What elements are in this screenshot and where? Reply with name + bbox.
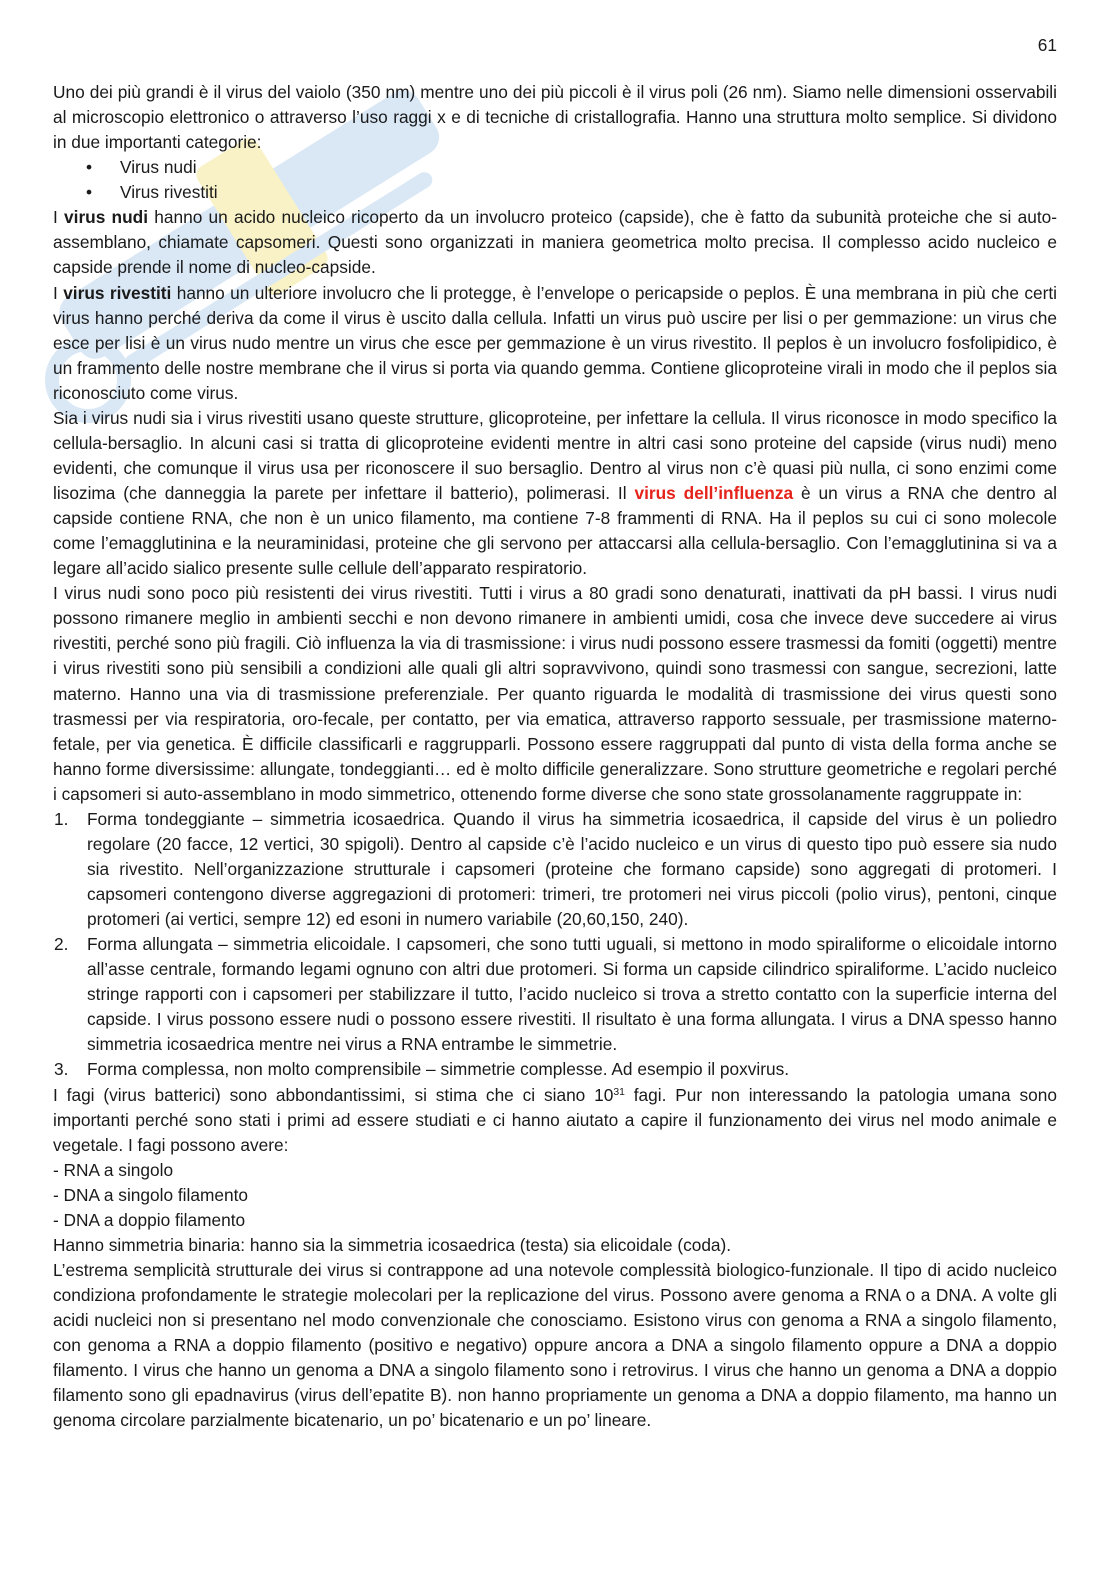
paragraph-text: hanno un acido nucleico ricoperto da un involucro proteico (capside), che è fatto da subunità proteiche che si auto-assemblano, chiamate capsomeri. Questi sono organizzati in maniera geometrica molto precisa. Il complesso acido nucleico e capside prende il nome di nucleo-capside. <box>53 207 1057 278</box>
list-item <box>53 155 1057 180</box>
document-body <box>53 80 1057 1433</box>
list-item <box>53 180 1057 205</box>
category-label: Virus nudi <box>120 157 197 178</box>
list-item-text: Forma allungata – simmetria elicoidale. I capsomeri, che sono tutti uguali, si mettono in modo spiraliforme o elicoidale intorno all’asse centrale, formando legami ognuno con altri due protomeri. Si forma un capside cilindrico spiraliforme. L’acido nucleico stringe rapporti con i capsomeri per stabilizzare il tutto, l’acido nucleico si trova a stretto contatto con la superficie interna del capside. I virus possono essere nudi o possono essere rivestiti. Il risultato è una forma allungata. I virus a DNA spesso hanno simmetria icosaedrica mentre nei virus a RNA entrambe le simmetrie. <box>87 934 1057 1055</box>
list-item: - RNA a singolo <box>53 1159 174 1180</box>
list-item <box>53 932 1057 1057</box>
bullet-icon: • <box>86 182 93 203</box>
list-number: 3. <box>54 1059 69 1080</box>
paragraph-lead: I <box>53 207 65 228</box>
paragraph-virus-rivestiti <box>53 281 1057 406</box>
list-number: 2. <box>54 934 69 955</box>
list-item: - DNA a doppio filamento <box>53 1209 246 1230</box>
category-list <box>53 155 1057 205</box>
term-virus-influenza: virus dell’influenza <box>634 483 794 503</box>
list-item <box>53 1057 1057 1082</box>
term-virus-rivestiti: virus rivestiti <box>63 282 172 303</box>
paragraph-text: I fagi (virus batterici) sono abbondantissimi, si stima che ci siano 10 <box>53 1084 614 1105</box>
exponent: 31 <box>613 1086 625 1098</box>
term-virus-nudi: virus nudi <box>64 207 149 228</box>
paragraph-simmetria: Hanno simmetria binaria: hanno sia la simmetria icosaedrica (testa) sia elicoidale (coda). <box>53 1234 732 1255</box>
paragraph-genoma: L’estrema semplicità strutturale dei virus si contrappone ad una notevole complessità biologico-funzionale. Il tipo di acido nucleico condiziona profondamente le strategie molecolari per la replicazione del virus. Possono avere genoma a RNA o a DNA. A volte gli acidi nucleici non si presentano nel modo convenzionale che conosciamo. Esistono virus con genoma a RNA a singolo filamento, con genoma a RNA a doppio filamento (positivo e negativo) oppure ancora a DNA a singolo filamento oppure a DNA a doppio filamento. I virus che hanno un genoma a DNA a singolo filamento sono i retrovirus. I virus che hanno un genoma a DNA a doppio filamento sono gli epadnavirus (virus dell’epatite B). non hanno propriamente un genoma a DNA a doppio filamento, ma hanno un genoma circolare parzialmente bicatenario, un po’ bicatenario e un po’ lineare. <box>53 1259 1057 1431</box>
paragraph-virus-nudi <box>53 205 1057 280</box>
paragraph-fagi <box>53 1083 1057 1158</box>
bullet-icon: • <box>86 157 93 178</box>
paragraph-intro: Uno dei più grandi è il virus del vaiolo (350 nm) mentre uno dei più piccoli è il virus poli (26 nm). Siamo nelle dimensioni osservabili al microscopio elettronico o attraverso l’uso raggi x e di tecniche di cristallografia. Hanno una struttura molto semplice. Si dividono in due importanti categorie: <box>53 82 1057 153</box>
paragraph-text: hanno un ulteriore involucro che li protegge, è l’envelope o pericapside o peplos. È una membrana in più che certi virus hanno perché deriva da come il virus è uscito dalla cellula. Infatti un virus può uscire per lisi o per gemmazione: un virus che esce per lisi è un virus nudo mentre un virus che esce per gemmazione è un virus rivestito. Il peplos è un involucro fosfolipidico, è un frammento delle nostre membrane che il virus si porta via quando gemma. Contiene glicoproteine virali in modo che il peplos sia riconosciuto come virus. <box>53 282 1057 403</box>
paragraph-resistenza: I virus nudi sono poco più resistenti dei virus rivestiti. Tutti i virus a 80 gradi sono denaturati, inattivati da pH bassi. I virus nudi possono rimanere meglio in ambienti secchi e non devono rimanere in ambienti umidi, cosa che invece deve succedere ai virus rivestiti, perché sono più fragili. Ciò influenza la via di trasmissione: i virus nudi possono essere trasmessi da fomiti (oggetti) mentre i virus rivestiti sono più sensibili a condizioni alle quali gli altri sopravvivono, quindi sono trasmessi con sangue, secrezioni, latte materno. Hanno una via di trasmissione preferenziale. Per quanto riguarda le modalità di trasmissione dei virus questi sono trasmessi per via respiratoria, oro-fecale, per contatto, per via ematica, attraverso rapporto sessuale, per trasmissione materno-fetale, per via genetica. È difficile classificarli e raggrupparli. Possono essere raggruppati dal punto di vista della forma anche se hanno forme diversissime: allungate, tondeggianti… ed è molto difficile generalizzare. Sono strutture geometriche e regolari perché i capsomeri si auto-assemblano in modo simmetrico, ottenendo forme diverse che sono state grossolanamente raggruppate in: <box>53 583 1057 804</box>
page-number: 61 <box>1037 35 1057 55</box>
list-item-text: Forma complessa, non molto comprensibile – simmetrie complesse. Ad esempio il poxvirus. <box>87 1059 790 1080</box>
list-item <box>53 807 1057 932</box>
category-label: Virus rivestiti <box>120 182 218 203</box>
list-number: 1. <box>54 808 69 829</box>
forme-list <box>53 807 1057 1083</box>
paragraph-text: Sia i virus nudi sia i virus rivestiti usano queste strutture, glicoproteine, per infettare la cellula. Il virus riconosce in modo specifico la cellula-bersaglio. In alcuni casi si tratta di glicoproteine evidenti mentre in altri casi sono proteine del capside (virus nudi) meno evidenti, che comunque il virus usa per riconoscere il suo bersaglio. Dentro al virus non c’è quasi più nulla, ci sono enzimi come lisozima (che danneggia la parete per infettare il batterio), polimerasi. Il <box>53 407 1057 503</box>
paragraph-text: è un virus a RNA che dentro al capside contiene RNA, che non è un unico filamento, ma contiene 7-8 frammenti di RNA. Ha il peplos su cui ci sono molecole come l’emagglutinina e la neuraminidasi, proteine che gli servono per attaccarsi alla cellula-bersaglio. Con l’emagglutinina si va a legare all’acido sialico presente sulle cellule dell’apparato respiratorio. <box>53 483 1057 579</box>
paragraph-text: fagi. Pur non interessando la patologia umana sono importanti perché sono stati i primi ad essere studiati e ci hanno aiutato a capire il funzionamento dei virus nel modo animale e vegetale. I fagi possono avere: <box>53 1084 1057 1155</box>
fagi-types-list <box>53 1158 1057 1233</box>
paragraph-glicoproteine <box>53 406 1057 581</box>
list-item: - DNA a singolo filamento <box>53 1184 248 1205</box>
list-item-text: Forma tondeggiante – simmetria icosaedrica. Quando il virus ha simmetria icosaedrica, il capside del virus è un poliedro regolare (20 facce, 12 vertici, 30 spigoli). Dentro al capside c’è l’acido nucleico e un virus di questo tipo può essere sia nudo sia rivestito. Nell’organizzazione strutturale i capsomeri (proteine che formano capside) sono aggregati di protomeri. I capsomeri contengono diverse aggregazioni di protomeri: trimeri, tre protomeri nei virus piccoli (polio virus), pentoni, cinque protomeri (ai vertici, sempre 12) ed esoni in numero variabile (20,60,150, 240). <box>87 808 1057 930</box>
paragraph-lead: I <box>53 282 64 303</box>
